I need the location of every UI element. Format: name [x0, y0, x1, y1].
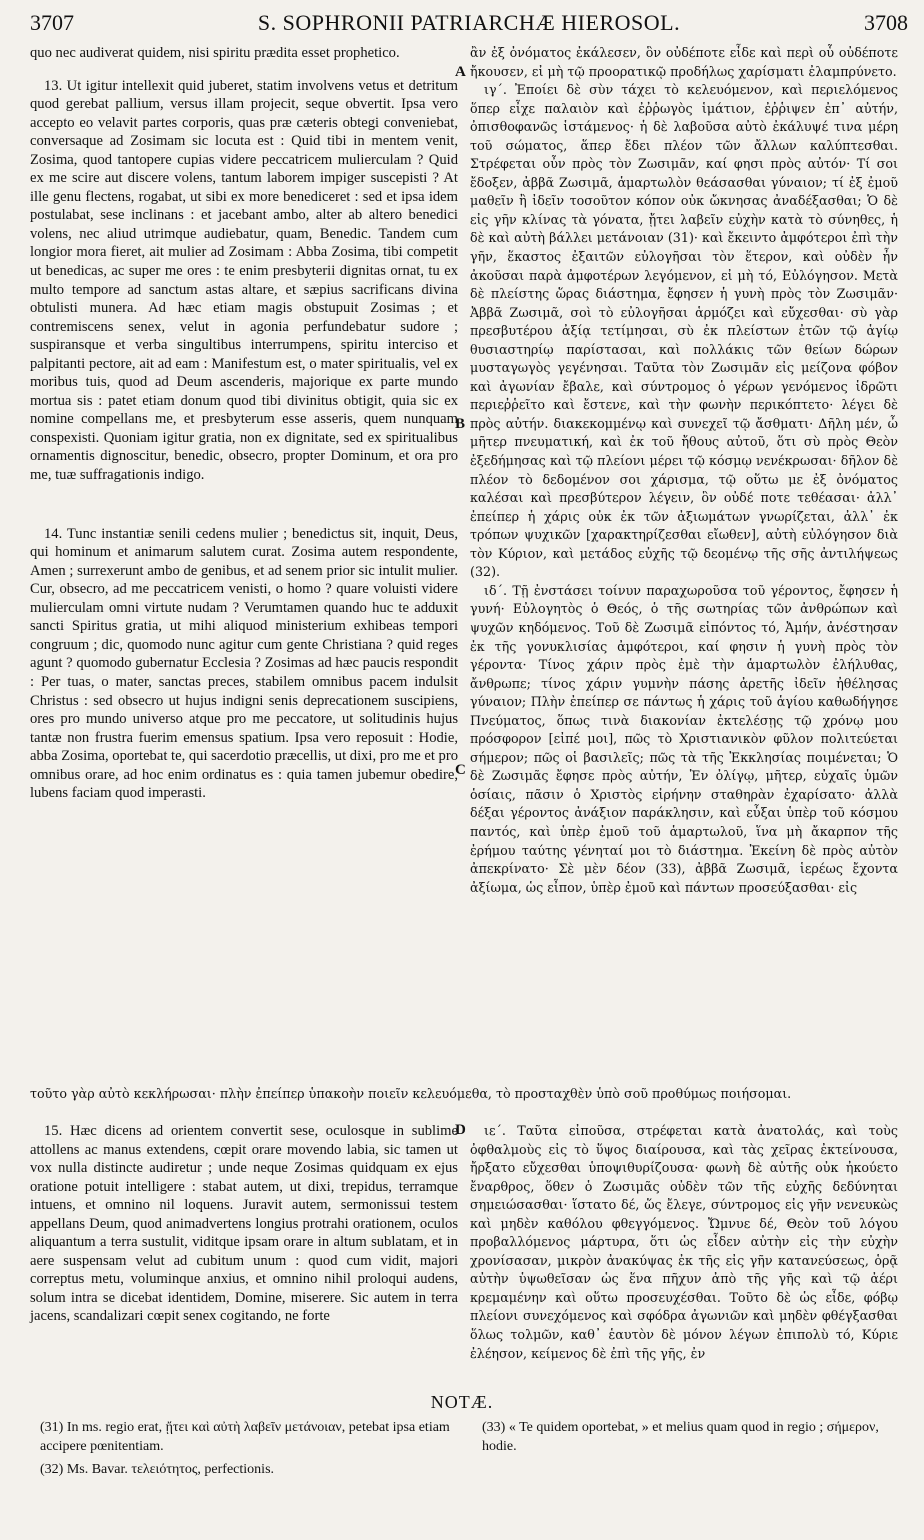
section-marker-a: A	[455, 64, 466, 80]
page-header	[30, 8, 908, 38]
notes-title: NOTÆ.	[430, 1392, 494, 1412]
note-32: (32) Ms. Bavar. τελειότητος, perfectionis.	[40, 1462, 275, 1477]
page-number-right: 3708	[864, 10, 908, 35]
section-marker-d: D	[455, 1122, 466, 1138]
greek-paragraph-intro: ἂν ἐξ ὀνόματος ἐκάλεσεν, ὃν οὐδέποτε εἶδε καὶ περὶ οὗ οὐδέποτε ἤκουσεν, εἰ μὴ τῷ προορατικῷ προδήλως χαρίσματι ἐλαμπρύνετο.	[470, 45, 898, 79]
latin-paragraph-14: 14. Tunc instantiæ senili cedens mulier ; benedictus sit, inquit, Deus, qui hominum et animarum salutem curat. Zosima autem respondente, Amen ; surrexerunt ambo de genibus, et ad senem prior sic intulit mulier. Cur, obsecro, ad me peccatricem venisti, o homo ? quare voluisti videre mulierculam omni virtute nudam ? Verumtamen quando huc te adduxit sancti Spiritus gratia, ut mihi aliquod ministerium exhibeas tempori congruum ; dic, quomodo nunc agitur cum gente Christiana ? quid reges agunt ? quomodo gubernatur Ecclesia ? Zosimas ad hæc paucis respondit : Per tuas, o mater, sanctas preces, stabilem omnibus pacem indulsit Christus : sed obsecro ut hujus indigni senis deprecationem suscipiens, ores pro mundo universo atque pro me peccatore, ut solitudinis hujus tantæ non frustra fuerim emensus spatium. Ipsa vero reposuit : Hodie, abba Zosima, oportebat te, qui sacerdotio præcellis, ut dixi, pro me et pro omnibus orare, ad hoc enim ordinatus es : quia tamen jubemur obedire, lubens faciam quod imperasti.	[30, 525, 458, 802]
latin-column-top	[30, 44, 458, 803]
greek-paragraph-14: ιδ΄. Τῇ ἐνστάσει τοίνυν παραχωροῦσα τοῦ γέροντος, ἔφησεν ἡ γυνή· Εὐλογητὸς ὁ Θεός, ὁ τῆς σωτηρίας τῶν ἀνθρώπων καὶ ψυχῶν κηδόμενος. Τοῦ δὲ Ζωσιμᾶ εἰπόντος τό, Ἀμήν, ἀνέστησαν ἐκ τῆς γονυκλισίας ἀμφότεροι, καί φησιν ἡ γυνὴ πρὸς τὸν γέροντα· Τίνος χάριν πρὸς ἐμὲ τὴν ἁμαρτωλὸν ἐλήλυθας, ἄνθρωπε; τίνος χάριν γυμνὴν πάσης ἀρετῆς ἰδεῖν ἠθέλησας γύναιον; Πλὴν ἐπείπερ σε πάντως ἡ χάρις τοῦ ἁγίου καθωδήγησε Πνεύματος, ὅπως τινὰ διακονίαν ἐκτελέσῃς τῷ χρόνῳ μου πρόσφορον [εἰπέ μοι], πῶς τὸ Χριστιανικὸν φῦλον πολιτεύεται σήμερον; πῶς οἱ βασιλεῖς; πῶς τὰ τῆς Ἐκκλησίας ποιμένεται; Ὁ δὲ Ζωσιμᾶς ἔφησε πρὸς αὐτήν, Ἐν ὀλίγῳ, μῆτερ, εὐχαῖς ὑμῶν ὁσίαις, πᾶσιν ὁ Χριστὸς εἰρήνην σταθηρὰν ἐχαρίσατο· ἀλλὰ δέξαι γέροντος ἀνάξιον παράκλησιν, καὶ εὖξαι ὑπὲρ τοῦ κόσμου παντός, καὶ ὑπὲρ ἐμοῦ τοῦ ἁμαρτωλοῦ, ἵνα μὴ ἄκαρπον τῆς ἐρήμου ταύτης γένηταί μοι τὸ διάστημα. Ἐκείνη δὲ πρὸς αὐτὸν ἀπεκρίνατο· Σὲ μὲν δέον (33), ἀββᾶ Ζωσιμᾶ, ἱερέως ἔχοντα ἀξίωμα, ὡς εἶπον, ὑπὲρ ἐμοῦ καὶ πάντων προσεύξασθαι· εἰς	[470, 582, 898, 895]
section-marker-b: B	[455, 416, 466, 432]
latin-paragraph-intro: quo nec audiverat quidem, nisi spiritu prædita esset prophetico.	[30, 45, 400, 61]
greek-spanning-line: τοῦτο γὰρ αὐτὸ κεκλήρωσαι· πλὴν ἐπείπερ ὑπακοὴν ποιεῖν κελευόμεθα, τὸ προσταχθὲν ὑπὸ σοῦ προθύμως ποιήσομαι.	[30, 1086, 792, 1101]
page-number-left: 3707	[30, 10, 74, 35]
note-33: (33) « Te quidem oportebat, » et melius quam quod in regio ; σήμερον, hodie.	[482, 1420, 879, 1454]
greek-paragraph-15: ιε΄. Ταῦτα εἰποῦσα, στρέφεται κατὰ ἀνατολάς, καὶ τοὺς ὀφθαλμοὺς εἰς τὸ ὕψος διαίρουσα, καὶ τὰς χεῖρας ἐκτείνουσα, ἤρξατο εὔχεσθαι ὑποψιθυρίζουσα· φωνὴ δὲ αὐτῆς οὐκ ἠκούετο ἔναρθρος, ὅθεν ὁ Ζωσιμᾶς οὐδὲν τῶν τῆς εὐχῆς δεδύνηται σημειώσασθαι· ἵστατο δέ, ὥς ἔλεγε, σύντρομος εἰς γῆν νενευκὼς καὶ μηδὲν καθόλου φθεγγόμενος. Ὤμνυε δέ, Θεὸν τοῦ λόγου προβαλλόμενος μάρτυρα, ὅτι ὡς εἶδεν αὐτὴν εἰς τὴν εὐχὴν χρονίσασαν, μικρὸν ἀνακύψας ἐκ τῆς εἰς γῆν κατανεύσεως, ὁρᾷ αὐτὴν ὑψωθεῖσαν ὡς ἕνα πῆχυν ἀπὸ τῆς γῆς καὶ τῷ ἀέρι κρεμαμένην καὶ οὕτω προσευχέσθαι. Τοῦτο δὲ ὡς εἶδε, φόβῳ πλείονι συνεχόμενος καὶ σφόδρα ἀγωνιῶν καὶ μηδὲν φθέγξασθαι ὅλως τολμῶν, καθ᾿ ἑαυτὸν δὲ μόνον λέγων ἐπιπολὺ τό, Κύριε ἐλέησον, κείμενος δὲ ἐπὶ τῆς γῆς, ἐν	[470, 1123, 898, 1361]
greek-paragraph-13: ιγ΄. Ἐποίει δὲ σὺν τάχει τὸ κελευόμενον, καὶ περιελόμενος ὅπερ εἶχε παλαιὸν καὶ ἐῤῥωγὸς ἱμάτιον, ἐῤῥιψεν ἐπ᾿ αὐτήν, ὀπισθοφανῶς ἱστάμενος· ἡ δὲ λαβοῦσα αὐτὸ ἐκάλυψέ τινα μέρη τοῦ σώματος, ἅπερ ἔδει πλέον τῶν ἄλλων καλύπτεσθαι. Στρέφεται οὖν πρὸς τὸν Ζωσιμᾶν, καί φησι πρὸς αὐτόν· Τί σοι ἔδοξεν, ἀββᾶ Ζωσιμᾶ, ἁμαρτωλὸν θεάσασθαι γύναιον; τί ἐξ ἐμοῦ μαθεῖν ἢ ἰδεῖν τοσοῦτον κόπον οὐκ ὤκνησας ἀναδέξασθαι; Ὁ δὲ εἰς γῆν κλίνας τὰ γόνατα, ᾔτει λαβεῖν εὐχὴν κατὰ τὸ σύνηθες, ἡ δὲ καὶ αὐτὴ βάλλει μετάνοιαν (31)· καὶ ἔκειντο ἀμφότεροι ἐπὶ τὴν γῆν, ἕκαστος ἐξαιτῶν εὐλογῆσαι τὸν ἕτερον, καὶ οὐδὲν ἦν ἀκοῦσαι παρὰ ἀμφοτέρων λεγόμενον, εἰ μὴ τό, Εὐλόγησον. Μετὰ δὲ πλείστης ὥρας διάστημα, ἔφησεν ἡ γυνὴ πρὸς τὸν Ζωσιμᾶν· Ἀββᾶ Ζωσιμᾶ, σοὶ τὸ εὐλογῆσαι ἁρμόζει καὶ εὔχεσθαι· σὺ γὰρ πρεσβυτέρου ἀξίᾳ τετίμησαι, σὺ ἐκ πλείστων ἐτῶν τῷ ἁγίῳ θυσιαστηρίῳ παρίστασαι, καὶ πολλάκις τῶν θείων δώρων μυσταγωγὸς γεγένησαι. Ταῦτα τὸν Ζωσιμᾶν εἰς μείζονα φόβον καὶ ἀγωνίαν ἔβαλε, καὶ σύντρομος ὁ γέρων γενόμενος ἱδρῶτι περιεῤῥεῖτο καὶ ἔστενε, καὶ τὴν φωνὴν περικόπτετο· λέγει δὲ πρὸς αὐτήν. διακεκομμένῳ καὶ συνεχεῖ τῷ ἄσθματι· Δῆλη μέν, ὦ μῆτερ πνευματική, καὶ ἐκ τοῦ ἤθους αὐτοῦ, ὅτι σὺ πρὸς Θεὸν ἐξεδήμησας καὶ τῷ πλείονι μέρει τῷ κόσμῳ νενέκρωσαι· δῆλον δὲ πλέον τὸ δεδομένον σοι χάρισμα, τῷ οὕτω με ἐξ ὀνόματος καλέσαι καὶ πρεσβύτερον λέγειν, ὃν οὐδέ ποτε τεθέασαι· ἀλλ᾿ ἐπείπερ ἡ χάρις οὐκ ἐκ τῶν ἀξιωμάτων γνωρίζεται, ἀλλ᾿ ἐκ τρόπων ψυχικῶν [χαρακτηρίζεσθαι εἴωθεν], αὐτὴ εὐλόγησον διὰ τὸν Κύριον, καὶ μετάδος εὐχῆς τῷ δεομένῳ τῆς σῆς ἀντιλήψεως (32).	[470, 82, 898, 580]
note-31: (31) In ms. regio erat, ᾔτει καὶ αὐτὴ λαβεῖν μετάνοιαν, petebat ipsa etiam accipere pœnitentiam.	[40, 1420, 450, 1454]
running-title: S. SOPHRONII PATRIARCHÆ HIEROSOL.	[257, 10, 681, 35]
greek-column-bottom	[470, 1122, 898, 1363]
latin-paragraph-13: 13. Ut igitur intellexit quid juberet, statim involvens vetus et detritum quod gerebat pallium, versus illam projecit, seque obvertit. Ipsa vero accepto eo velavit partes corporis, quas præ cæteris obtegi conveniebat, conversaque ad Zosimam sic locuta est : Quid tibi in mentem venit, Zosima, quod tantopere cupias videre peccatricem mulierculam ? Quid ex me scire aut discere volens, tantum laborem impiger suscepisti ? At ille genu flectens, rogabat, ut sibi ex more benediceret : sed et ipsa idem postulabat, sese inclinans : et jacebant ambo, alter ab altero benedici volens, nec aliud utrimque audiebatur, quam, Benedic. Tandem cum longior mora fieret, ait mulier ad Zosimam : Abba Zosima, tibi competit ut benedicas, ac super me ores : te enim presbyterii dignitas ornat, tu ex multo tempore ad sanctum astas altare, et sæpius sacrificans divina obtulisti munera. Ad hæc etiam magis obstupuit Zosimas ; et contremiscens senex, velut in agonia perfundebatur sudore ; suspiransque et verba singultibus interrumpens, spiritu interciso et palpitanti pectore, ait ad eam : Manifestum est, o mater spiritualis, vel ex moribus tuis, quod ad Deum ascenderis, majorique ex parte mundo mortua sis : patet etiam donum quod tibi divinitus obtigit, quia sic ex nomine compellans me, et presbyterum esse asseris, quem nunquam conspexisti. Quoniam igitur gratia, non ex dignitate, sed ex spiritualibus ornamentis dignoscitur, benedic, obsecro, propter Dominum, et ora pro me, tuæ suffragationis indigo.	[30, 77, 458, 484]
section-marker-c: C	[455, 762, 466, 778]
latin-paragraph-15: 15. Hæc dicens ad orientem convertit sese, oculosque in sublime attollens ac manus extendens, cœpit orare movendo labia, sic tamen ut vox nulla distincte audiretur ; unde neque Zosimas quidquam ex ejus oratione potuit intelligere : stabat autem, ut dixi, trepidus, terramque intuens, et omnino nil loquens. Juravit autem, sermonissui testem appellans Deum, quod animadvertens longius protrahi orationem, oculos aliquantum a terra sustulit, viditque ipsam orare in altum sublatam, et in aere suspensam velut ad cubitum unum : quod cum vidit, majori correptus metu, voluminque anxius, et omnino nihil proloqui audens, solum intra se dicebat identidem, Domine, miserere. Sic autem in terra jacens, scandalizari cœpit senex cogitando, ne forte	[30, 1123, 458, 1325]
greek-column-top	[470, 44, 898, 897]
latin-column-bottom	[30, 1122, 458, 1326]
